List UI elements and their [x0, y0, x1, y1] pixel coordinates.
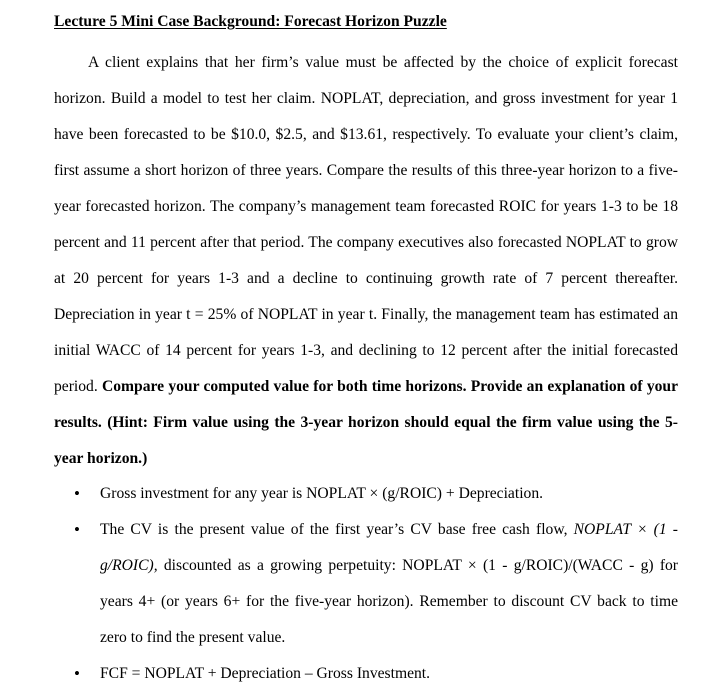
bullet-gross-investment-text: Gross investment for any year is NOPLAT × (g/ROIC) + Depreciation.: [100, 485, 544, 502]
bullet-cv-text-start: The CV is the present value of the first year’s CV base free cash flow,: [100, 521, 574, 538]
bullet-continuing-value: [54, 512, 678, 656]
bullet-fcf: [54, 656, 678, 692]
bullet-cv-text-end: discounted as a growing perpetuity: NOPLAT × (1 - g/ROIC)/(WACC - g) for years 4+ (or years 6+ for the five-year horizon). Remember to discount CV back to time zero to find the present value.: [100, 557, 678, 646]
bullet-dot-icon: •: [74, 484, 80, 503]
bullet-dot-icon: •: [74, 520, 80, 539]
bullet-cv-formula-italic: NOPLAT × (1 - g/ROIC),: [100, 521, 678, 574]
document-title: Lecture 5 Mini Case Background: Forecast Horizon Puzzle: [54, 13, 447, 30]
hint-bullet-list: [54, 476, 678, 692]
case-paragraph-body: A client explains that her firm’s value must be affected by the choice of explicit forecast horizon. Build a model to test her claim. NOPLAT, depreciation, and gross investment for year 1 have been forecasted to be $10.0, $2.5, and $13.61, respectively. To evaluate your client’s claim, first assume a short horizon of three years. Compare the results of this three-year horizon to a five-year forecasted horizon. The company’s management team forecasted ROIC for years 1-3 to be 18 percent and 11 percent after that period. The company executives also forecasted NOPLAT to grow at 20 percent for years 1-3 and a decline to continuing growth rate of 7 percent thereafter. Depreciation in year t = 25% of NOPLAT in year t. Finally, the management team has estimated an initial WACC of 14 percent for years 1-3, and declining to 12 percent after the initial forecasted period.: [54, 54, 678, 395]
bullet-fcf-text: FCF = NOPLAT + Depreciation – Gross Investment.: [100, 665, 431, 682]
case-paragraph-bold-instructions: Compare your computed value for both time horizons. Provide an explanation of your results. (Hint: Firm value using the 3-year horizon should equal the firm value using the 5-year horizon.): [54, 378, 679, 467]
case-paragraph: [54, 45, 678, 477]
bullet-gross-investment: [54, 476, 678, 512]
bullet-dot-icon: •: [74, 664, 80, 683]
